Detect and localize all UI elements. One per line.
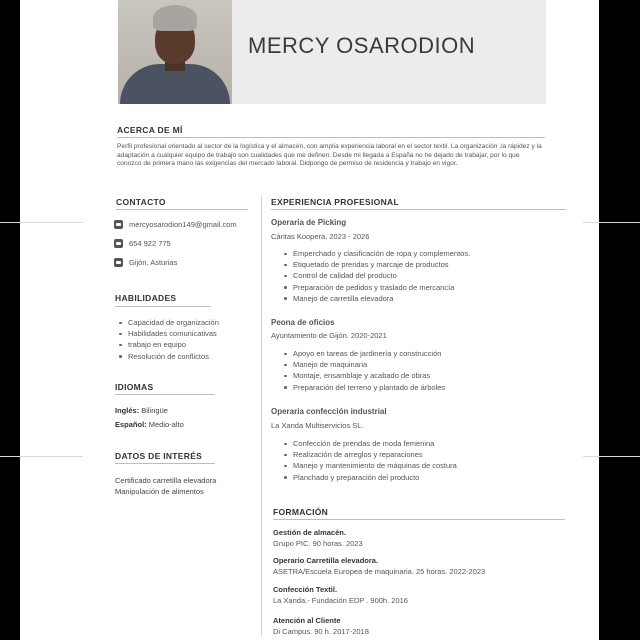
list-item: Apoyo en tareas de jardinería y construcción <box>281 348 445 359</box>
background-panel <box>20 0 83 222</box>
list-item: Montaje, ensamblaje y acabado de obras <box>281 370 445 381</box>
experience-title: EXPERIENCIA PROFESIONAL <box>271 197 399 207</box>
education-item-title: Atención al Cliente <box>273 616 341 625</box>
contact-location <box>114 258 177 267</box>
education-title: FORMACIÓN <box>273 507 329 517</box>
language-level: Medio-alto <box>146 420 184 429</box>
list-item: Habilidades comunicativas <box>116 328 219 339</box>
candidate-name: MERCY OSARODION <box>248 33 476 58</box>
job-company: Ayuntamiento de Gijón. 2020-2021 <box>271 331 387 340</box>
contact-rule <box>116 209 248 210</box>
job-company: Cáritas Koopera. 2023 - 2026 <box>271 232 370 241</box>
education-item-title: Gestión de almacén. <box>273 528 346 537</box>
background-panel <box>583 457 599 640</box>
interest-item: Manipulación de alimentos <box>115 487 204 496</box>
job-title: Peona de oficios <box>271 318 335 327</box>
list-item: Planchado y preparación del producto <box>281 472 457 483</box>
job-company: La Xanda Multiservicios SL. <box>271 421 364 430</box>
education-rule <box>273 519 565 520</box>
list-item: Preparación del terreno y plantado de árboles <box>281 382 445 393</box>
list-item: trabajo en equipo <box>116 339 219 350</box>
list-item: Realización de arreglos y reparaciones <box>281 449 457 460</box>
contact-email[interactable] <box>114 220 237 229</box>
contact-email-text: mercyosarodion149@gmail.com <box>129 220 237 229</box>
list-item: Capacidad de organización <box>116 317 219 328</box>
job-task-list <box>281 248 470 304</box>
about-title: ACERCA DE MÍ <box>117 125 183 135</box>
list-item: Manejo de maquinaria <box>281 359 445 370</box>
language-name: Inglés: <box>115 406 140 415</box>
list-item: Confección de prendas de moda femenina <box>281 438 457 449</box>
job-task-list <box>281 438 457 483</box>
list-item: Etiquetado de prendas y marcaje de productos <box>281 259 470 270</box>
email-icon <box>114 220 123 229</box>
background-panel <box>583 0 599 222</box>
contact-phone-text: 654 922 775 <box>129 239 171 248</box>
education-item-detail: Di Campus. 90 h. 2017-2018 <box>273 627 369 636</box>
job-title: Operaria confección industrial <box>271 407 387 416</box>
list-item: Emperchado y clasificación de ropa y complementos. <box>281 248 470 259</box>
profile-photo <box>118 0 232 104</box>
interest-item: Certificado carretilla elevadora <box>115 476 217 485</box>
education-item-detail: La Xanda.- Fundación EDP . 900h. 2016 <box>273 596 408 605</box>
background-panel <box>20 223 83 456</box>
job-title: Operaria de Picking <box>271 218 347 227</box>
background-panel <box>583 223 599 456</box>
skills-list <box>116 317 219 362</box>
education-item-title: Operario Carretilla elevadora. <box>273 556 379 565</box>
experience-rule <box>271 209 566 210</box>
skills-rule <box>115 306 211 307</box>
phone-icon <box>114 239 123 248</box>
education-item-title: Confección Textil. <box>273 585 338 594</box>
interest-rule <box>115 463 215 464</box>
education-item-detail: Grupo PIC. 90 horas. 2023 <box>273 539 363 548</box>
list-item: Preparación de pedidos y traslado de mercancía <box>281 282 470 293</box>
background-panel <box>20 457 83 640</box>
about-rule <box>117 137 545 138</box>
languages-title: IDIOMAS <box>115 382 154 392</box>
skills-title: HABILIDADES <box>115 293 177 303</box>
about-text: Perfil profesional orientado al sector de la logística y el almacén, con amplia experiencia laboral en el sector textil. La organización ,la rápidez y la adaptación a cualquier equipo de trabajo son cualidades que me definen. Desde mi llegada a España no he dejado de trabajar, por lo que conozco de primera mano las exigencias del mercado laboral. Didpongo de permiso de residencia y trabajo en vigor. <box>117 143 542 167</box>
list-item: Control de calidad del producto <box>281 270 470 281</box>
contact-location-text: Gijón, Asturias <box>129 258 178 267</box>
list-item: Manejo y mantenimiento de máquinas de costura <box>281 460 457 471</box>
education-item-detail: ASETRA/Escuela Europea de maquinaria. 25 horas. 2022-2023 <box>273 567 486 576</box>
list-item: Resolución de conflictos <box>116 351 219 362</box>
language-name: Español: <box>115 420 147 429</box>
interest-title: DATOS DE INTERÉS <box>115 451 203 461</box>
languages-rule <box>115 394 215 395</box>
language-spanish <box>115 420 184 429</box>
contact-phone[interactable] <box>114 239 171 248</box>
location-icon <box>114 258 123 267</box>
contact-title: CONTACTO <box>116 197 166 207</box>
list-item: Manejo de carretilla elevadora <box>281 293 470 304</box>
language-english <box>115 406 168 415</box>
language-level: Bilingüe <box>139 406 168 415</box>
resume-page <box>83 0 583 640</box>
job-task-list <box>281 348 445 393</box>
column-divider <box>261 196 262 636</box>
